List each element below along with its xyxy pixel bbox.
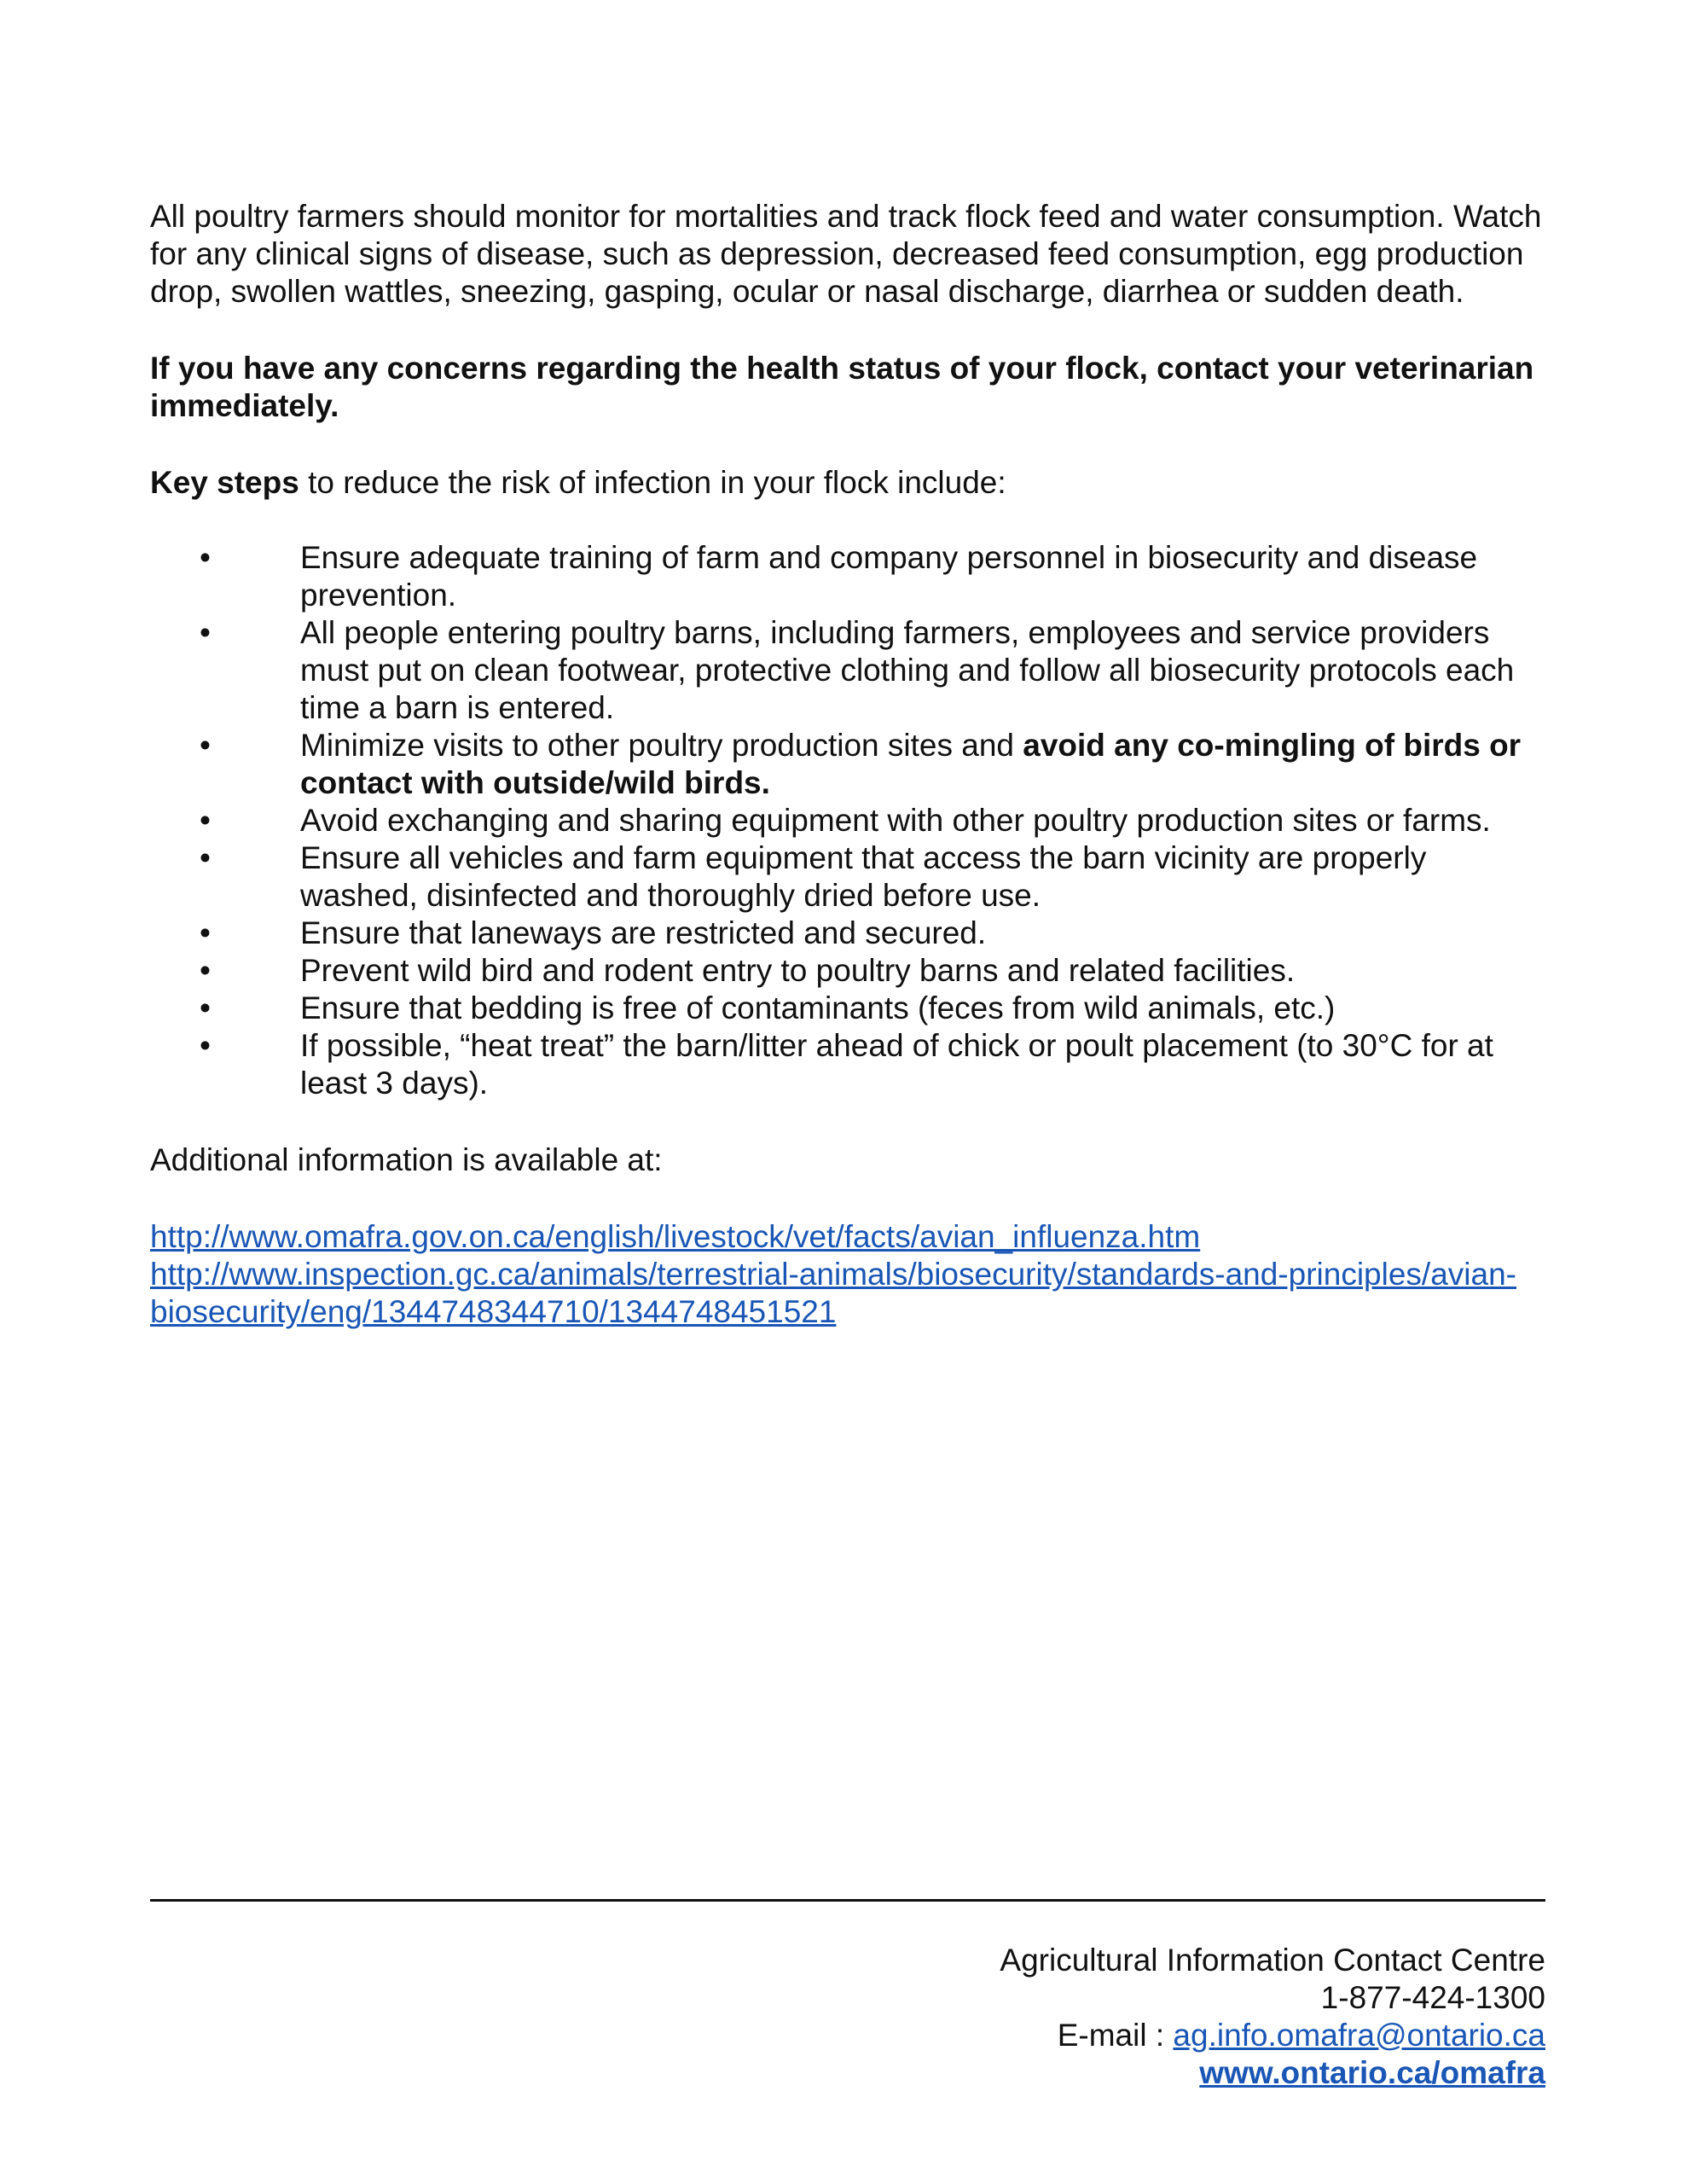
bullet-icon: •: [200, 840, 211, 875]
list-item-text: Ensure that laneways are restricted and secured.: [300, 915, 987, 950]
list-item: [150, 727, 1549, 802]
bullet-icon: •: [200, 803, 211, 838]
document-body: [150, 198, 1549, 1331]
bullet-icon: •: [200, 915, 211, 950]
list-item: [150, 539, 1549, 614]
footer-email-link[interactable]: ag.info.omafra@ontario.ca: [1173, 2018, 1545, 2053]
list-item-text: All people entering poultry barns, including farmers, employees and service providers must put on clean footwear, protective clothing and follow all biosecurity protocols each time a barn is entered.: [300, 615, 1515, 725]
list-item: [150, 915, 1549, 952]
list-item-text: Avoid exchanging and sharing equipment with other poultry production sites or farms.: [300, 803, 1491, 838]
link-cfia-avian-biosecurity[interactable]: http://www.inspection.gc.ca/animals/terrestrial-animals/biosecurity/standards-and-principles/avian-biosecurity/eng/1344748344710/1344748451521: [150, 1257, 1516, 1329]
bullet-icon: •: [200, 728, 211, 763]
key-steps-rest: to reduce the risk of infection in your flock include:: [299, 465, 1006, 500]
footer-org: Agricultural Information Contact Centre: [1000, 1943, 1545, 1978]
list-item: [150, 839, 1549, 915]
bullet-icon: •: [200, 953, 211, 988]
key-steps-list: [150, 539, 1549, 1102]
list-item-bold-text: avoid any co-mingling of birds or contact with outside/wild birds.: [300, 728, 1522, 800]
list-item: [150, 802, 1549, 839]
list-item-text: Prevent wild bird and rodent entry to poultry barns and related facilities.: [300, 953, 1296, 988]
list-item: [150, 990, 1549, 1027]
footer-email-line: [1000, 2017, 1545, 2054]
list-item-text: Minimize visits to other poultry production sites and: [300, 728, 1023, 763]
footer-divider: [150, 1899, 1545, 1902]
bullet-icon: •: [200, 615, 211, 650]
footer-website-link[interactable]: www.ontario.ca/omafra: [1199, 2055, 1545, 2090]
reference-links: [150, 1218, 1549, 1331]
list-item-text: If possible, “heat treat” the barn/litter ahead of chick or poult placement (to 30°C for at least 3 days).: [300, 1028, 1493, 1101]
footer-email-label: E-mail :: [1057, 2018, 1174, 2053]
bullet-icon: •: [200, 540, 211, 575]
list-item: [150, 614, 1549, 727]
footer-phone: 1-877-424-1300: [1320, 1980, 1545, 2015]
list-item-text: Ensure adequate training of farm and company personnel in biosecurity and disease prevention.: [300, 540, 1478, 613]
list-item-text: Ensure that bedding is free of contaminants (feces from wild animals, etc.): [300, 990, 1336, 1025]
list-item: [150, 952, 1549, 990]
additional-info-text: Additional information is available at:: [150, 1142, 663, 1177]
link-omafra-avian-influenza[interactable]: http://www.omafra.gov.on.ca/english/livestock/vet/facts/avian_influenza.htm: [150, 1219, 1201, 1254]
bullet-icon: •: [200, 1028, 211, 1063]
contact-footer: [1000, 1942, 1545, 2092]
bullet-icon: •: [200, 990, 211, 1025]
list-item: [150, 1027, 1549, 1102]
intro-paragraph: All poultry farmers should monitor for mortalities and track flock feed and water consumption. Watch for any clinical signs of disease, such as depression, decreased feed consumption, egg production drop, swollen wattles, sneezing, gasping, ocular or nasal discharge, diarrhea or sudden death.: [150, 199, 1542, 309]
list-item-text: Ensure all vehicles and farm equipment that access the barn vicinity are properly washed, disinfected and thoroughly dried before use.: [300, 840, 1427, 913]
warning-paragraph: If you have any concerns regarding the health status of your flock, contact your veterinarian immediately.: [150, 351, 1534, 423]
key-steps-heading: [150, 464, 1549, 502]
key-steps-bold: Key steps: [150, 465, 299, 500]
